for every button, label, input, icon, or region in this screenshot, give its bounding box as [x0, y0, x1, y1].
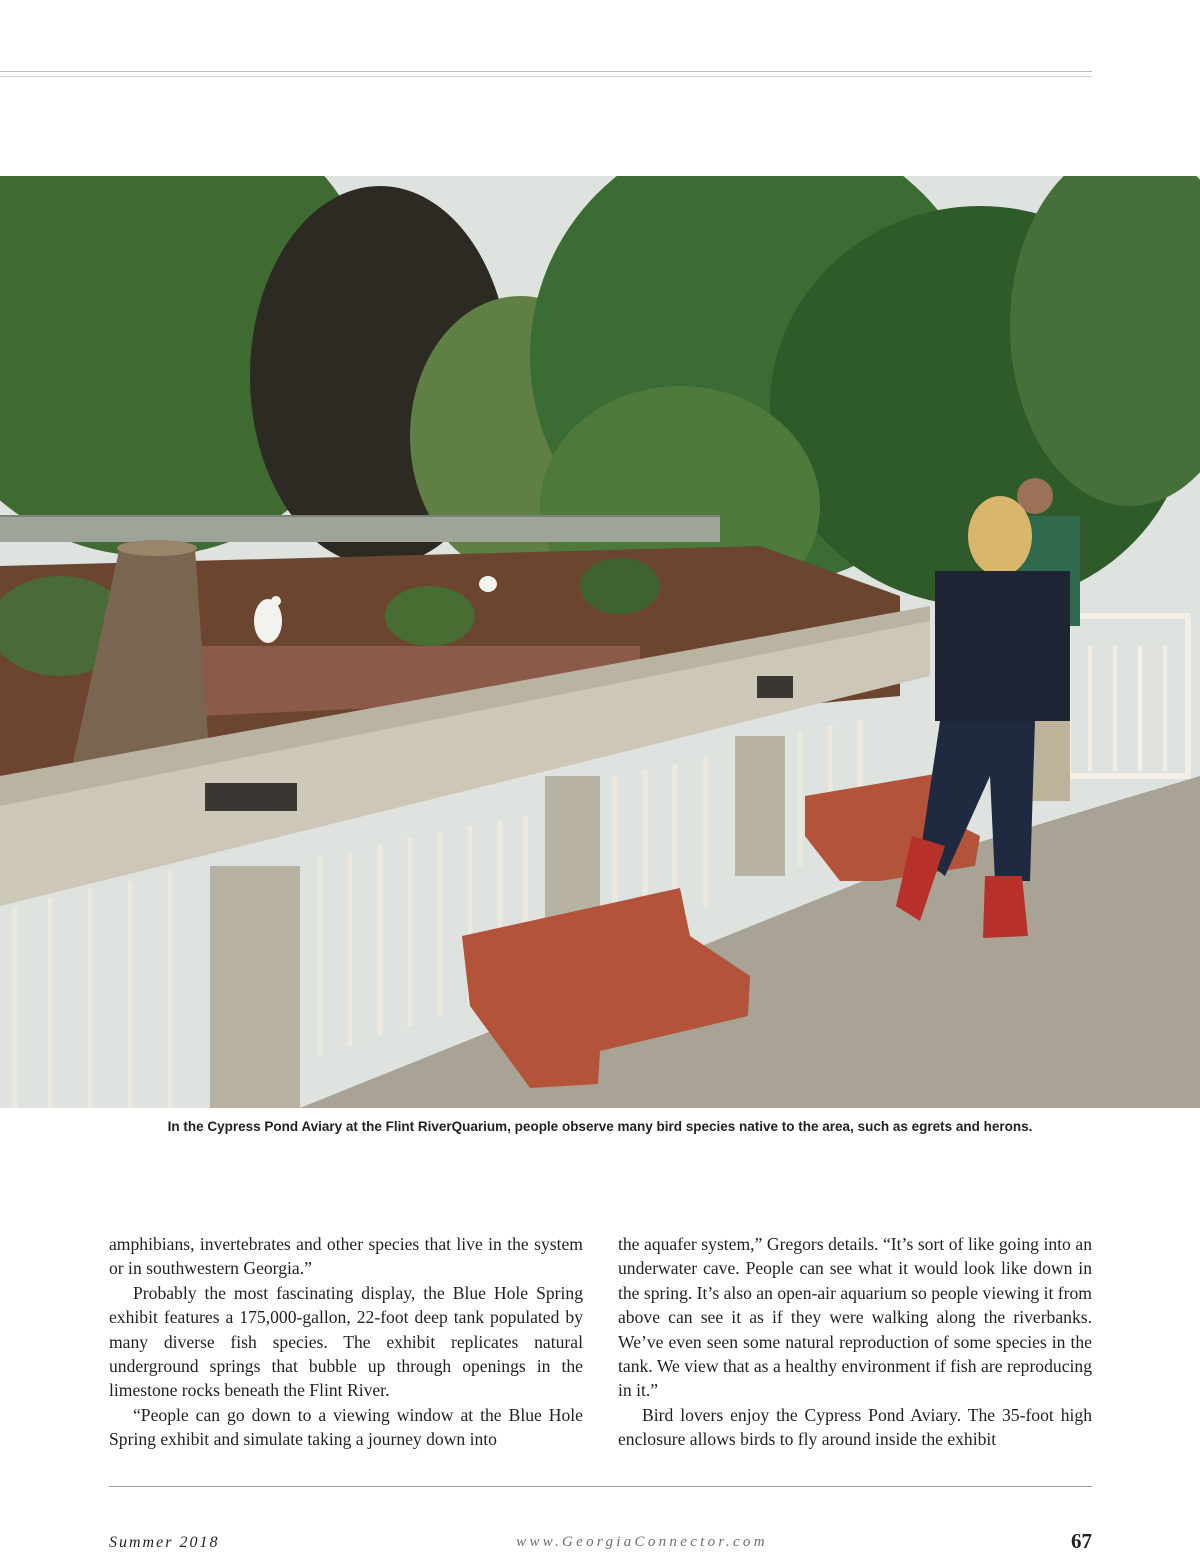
footer-rule	[109, 1486, 1092, 1487]
top-rule-secondary	[0, 76, 1092, 77]
page-number: 67	[1071, 1529, 1092, 1553]
paragraph: Probably the most fascinating display, the Blue Hole Spring exhibit features a 175,000-gallon, 22-foot deep tank populated by many diverse fish species. The exhibit replicates natural underground springs that bubble up through openings in the limestone rocks beneath the Flint River.	[109, 1282, 583, 1401]
paragraph: the aquafer system,” Gregors details. “It’s sort of like going into an underwater cave. People can see what it would look like down in the spring. It’s also an open-air aquarium so people viewing it from above can see it as if they were walking along the riverbanks. We’ve even seen some natural reproduction of some species in the tank. We view that as a healthy environment if fish are reproducing in it.”	[618, 1234, 1092, 1401]
photo-caption: In the Cypress Pond Aviary at the Flint RiverQuarium, people observe many bird species native to the area, such as egrets and herons.	[167, 1119, 1033, 1134]
website-link[interactable]: www.GeorgiaConnector.com	[516, 1534, 768, 1550]
paragraph: “People can go down to a viewing window at the Blue Hole Spring exhibit and simulate taking a journey down into	[109, 1404, 583, 1450]
paragraph: Bird lovers enjoy the Cypress Pond Aviary. The 35-foot high enclosure allows birds to fly around inside the exhibit	[618, 1404, 1092, 1450]
paragraph: amphibians, invertebrates and other species that live in the system or in southwestern Georgia.”	[109, 1234, 583, 1279]
top-rule	[0, 71, 1092, 72]
aviary-photo	[0, 176, 1200, 1108]
issue-label: Summer 2018	[109, 1534, 220, 1551]
article-column-left	[109, 1232, 583, 1452]
article-column-right	[618, 1232, 1092, 1452]
